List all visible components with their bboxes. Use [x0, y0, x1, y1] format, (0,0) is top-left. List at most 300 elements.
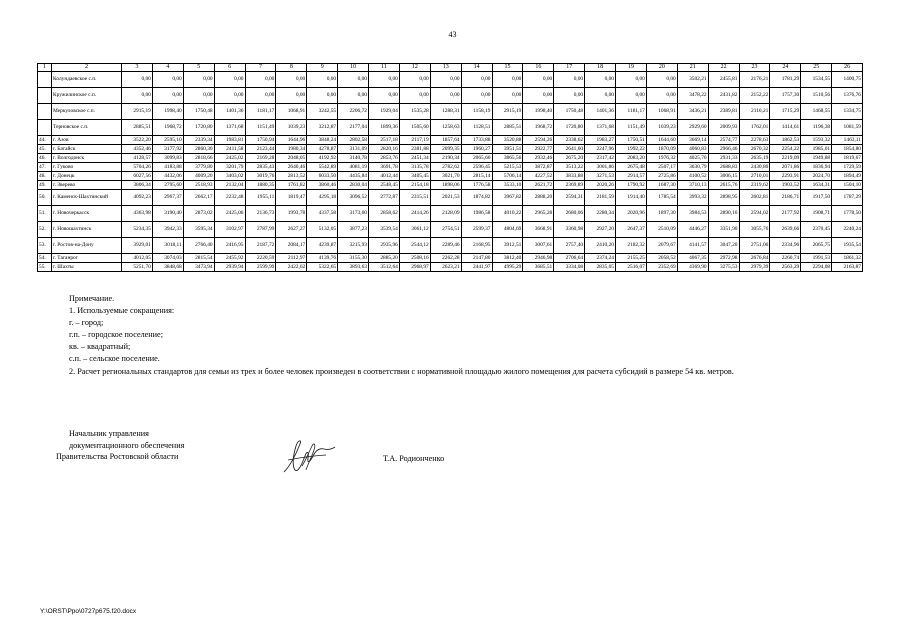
table-cell: 3522,20 [122, 136, 153, 145]
table-cell: 2688,83 [708, 163, 739, 172]
table-cell: 2710,01 [739, 172, 770, 181]
table-cell: 6033,50 [307, 172, 338, 181]
table-cell: 1158,19 [461, 104, 492, 120]
table-cell: 3334,08 [554, 263, 585, 272]
table-cell: 2262,28 [430, 254, 461, 263]
table-cell: 3001,86 [585, 163, 616, 172]
table-cell: 2915,19 [492, 104, 523, 120]
table-cell: 1949,88 [801, 154, 832, 163]
table-cell: 2425,06 [214, 206, 245, 222]
table-cell: 1068,91 [646, 104, 677, 120]
table-cell: 4128,57 [122, 154, 153, 163]
table-cell: 4192,92 [307, 154, 338, 163]
table-cell: 0,00 [369, 88, 400, 104]
table-cell: 0,00 [307, 88, 338, 104]
table-cell: 0,00 [430, 72, 461, 88]
table-cell: 4278,87 [307, 145, 338, 154]
table-cell: 1644,60 [646, 136, 677, 145]
table-cell: 3102,97 [214, 222, 245, 238]
row-number: 45. [38, 145, 52, 154]
table-cell: 2020,26 [585, 181, 616, 190]
table-cell: 3865,56 [492, 154, 523, 163]
table-cell: 4363,98 [122, 206, 153, 222]
table-cell: 3403,02 [214, 172, 245, 181]
table-cell: 2176,21 [739, 72, 770, 88]
table-cell: 1761,82 [276, 181, 307, 190]
position-line: Начальник управления [69, 429, 149, 438]
table-cell: 3135,78 [399, 163, 430, 172]
table-cell: 2835,43 [245, 163, 276, 172]
table-cell: 2441,97 [461, 263, 492, 272]
municipality-name: г. Донецк [52, 172, 122, 181]
column-header: 1 [38, 64, 52, 72]
table-cell: 2830,04 [338, 181, 369, 190]
table-cell: 3018,11 [152, 238, 183, 254]
table-cell: 2818,66 [183, 154, 214, 163]
table-cell: 2430,80 [739, 163, 770, 172]
table-cell: 2621,72 [523, 181, 554, 190]
table-cell: 1968,72 [523, 120, 554, 136]
table-cell: 1181,17 [616, 104, 647, 120]
table-cell: 0,00 [214, 72, 245, 88]
table-cell: 1750,94 [245, 136, 276, 145]
table-cell: 1857,64 [430, 136, 461, 145]
row-number [38, 72, 52, 88]
table-cell: 3533,10 [492, 181, 523, 190]
table-cell: 0,00 [152, 88, 183, 104]
table-cell: 4012,44 [369, 172, 400, 181]
table-cell: 5234,35 [122, 222, 153, 238]
municipality-name: г. Таганрог [52, 254, 122, 263]
table-cell: 3019,76 [245, 172, 276, 181]
table-cell: 3630,79 [677, 163, 708, 172]
table-cell: 0,00 [492, 88, 523, 104]
table-cell: 2206,72 [338, 104, 369, 120]
table-row [38, 154, 863, 163]
table-cell: 2177,04 [338, 120, 369, 136]
table-cell: 2929,60 [677, 120, 708, 136]
table-cell: 2177,92 [770, 206, 801, 222]
table-cell: 2334,96 [770, 238, 801, 254]
table-cell: 1935,54 [832, 238, 863, 254]
table-cell: 2602,81 [739, 190, 770, 206]
table-cell: 2009,93 [708, 120, 739, 136]
table-cell: 2317,42 [585, 154, 616, 163]
table-cell: 1998,40 [152, 104, 183, 120]
table-cell: 2079,67 [646, 238, 677, 254]
row-number: 49. [38, 181, 52, 190]
municipality-name: Кружилинское с.п. [52, 88, 122, 104]
table-cell: 1376,76 [832, 88, 863, 104]
table-cell: 1510,56 [801, 88, 832, 104]
table-cell: 1976,32 [646, 154, 677, 163]
table-cell: 2232,48 [214, 190, 245, 206]
table-cell: 2931,33 [708, 154, 739, 163]
municipality-name: г. Зверево [52, 181, 122, 190]
table-cell: 1862,53 [770, 136, 801, 145]
table-cell: 2260,74 [770, 254, 801, 263]
table-cell: 3215,93 [338, 238, 369, 254]
table-cell: 2117,19 [399, 136, 430, 145]
table-cell: 3099,83 [152, 154, 183, 163]
table-cell: 3275,53 [708, 263, 739, 272]
table-cell: 2240,24 [832, 222, 863, 238]
table-cell: 3478,22 [677, 88, 708, 104]
table-cell: 2932,46 [523, 154, 554, 163]
table-cell: 2680,06 [554, 206, 585, 222]
table-cell: 3201,79 [214, 163, 245, 172]
table-cell: 2451,34 [399, 154, 430, 163]
table-cell: 2083,20 [616, 154, 647, 163]
table-cell: 1898,06 [430, 181, 461, 190]
row-number: 50. [38, 190, 52, 206]
table-cell: 1861,32 [832, 254, 863, 263]
table-cell: 2147,80 [461, 254, 492, 263]
row-number [38, 104, 52, 120]
table-cell: 2517,18 [369, 136, 400, 145]
table-cell: 2247,96 [585, 145, 616, 154]
table-cell: 2647,37 [616, 222, 647, 238]
table-cell: 3055,76 [739, 222, 770, 238]
table-cell: 2128,09 [430, 206, 461, 222]
row-number: 51. [38, 206, 52, 222]
table-cell: 1634,31 [801, 181, 832, 190]
row-number [38, 120, 52, 136]
table-cell: 2024,70 [801, 172, 832, 181]
table-cell: 2411,58 [214, 145, 245, 154]
table-cell: 2020,96 [616, 206, 647, 222]
table-cell: 2898,95 [708, 190, 739, 206]
table-cell: 0,00 [585, 72, 616, 88]
table-cell: 0,00 [616, 88, 647, 104]
table-cell: 3893,63 [338, 263, 369, 272]
table-cell: 2518,93 [183, 181, 214, 190]
table-cell: 1880,35 [245, 181, 276, 190]
table-cell: 2152,22 [739, 88, 770, 104]
table-cell: 3779,80 [183, 163, 214, 172]
table-cell: 3967,82 [492, 190, 523, 206]
table-cell: 1757,30 [770, 88, 801, 104]
table-cell: 2890,16 [708, 206, 739, 222]
table-cell: 5706,14 [492, 172, 523, 181]
column-header: 15 [492, 64, 523, 72]
table-cell: 2782,62 [430, 163, 461, 172]
table-cell: 1998,40 [523, 104, 554, 120]
table-cell: 3177,92 [152, 145, 183, 154]
table-cell: 2596,45 [461, 163, 492, 172]
table-cell: 2754,51 [430, 222, 461, 238]
table-cell: 4369,90 [677, 263, 708, 272]
table-cell: 2860,30 [183, 145, 214, 154]
table-cell: 2136,73 [245, 206, 276, 222]
table-cell: 1914,40 [616, 190, 647, 206]
table-cell: 3806,34 [122, 181, 153, 190]
table-cell: 4995,29 [492, 263, 523, 272]
municipality-name: г. Ростов-на-Дону [52, 238, 122, 254]
table-cell: 2641,60 [554, 145, 585, 154]
table-cell: 2058,52 [646, 254, 677, 263]
table-cell: 4804,69 [492, 222, 523, 238]
table-cell: 2594,26 [523, 136, 554, 145]
table-cell: 2154,18 [399, 181, 430, 190]
table-cell: 0,00 [122, 72, 153, 88]
row-number: 54. [38, 254, 52, 263]
table-cell: 4432,06 [152, 172, 183, 181]
table-cell: 2294,08 [801, 263, 832, 272]
table-cell: 1181,17 [245, 104, 276, 120]
table-cell: 4060,83 [677, 145, 708, 154]
table-cell: 2885,51 [492, 120, 523, 136]
table-cell: 3872,87 [523, 163, 554, 172]
municipality-name: г. Новошахтинск [52, 222, 122, 238]
table-cell: 3021,70 [430, 172, 461, 181]
column-header: 24 [770, 64, 801, 72]
column-header: 14 [461, 64, 492, 72]
table-cell: 3812,40 [492, 254, 523, 263]
table-cell: 3190,40 [152, 206, 183, 222]
table-cell: 2946,98 [523, 254, 554, 263]
table-cell: 3595,34 [183, 222, 214, 238]
table-cell: 2853,76 [369, 154, 400, 163]
position-line: Правительства Ростовской области [56, 452, 179, 461]
table-cell: 3351,90 [708, 222, 739, 238]
table-cell: 1151,49 [616, 120, 647, 136]
table-cell: 2510,09 [646, 222, 677, 238]
table-cell: 3710,13 [677, 181, 708, 190]
table-cell: 2186,71 [770, 190, 801, 206]
table-cell: 2922,77 [523, 145, 554, 154]
abbreviations-title: 1. Используемые сокращения: [69, 306, 175, 316]
table-cell: 3929,01 [122, 238, 153, 254]
table-cell: 1196,38 [801, 120, 832, 136]
municipality-name: Терновское с.п. [52, 120, 122, 136]
position-line: документационного обеспечения [69, 440, 185, 450]
table-cell: 1993,78 [276, 206, 307, 222]
table-cell: 2381,88 [399, 145, 430, 154]
table-cell: 2410,20 [585, 238, 616, 254]
column-header: 16 [523, 64, 554, 72]
table-cell: 2858,62 [369, 206, 400, 222]
table-cell: 1644,96 [276, 136, 307, 145]
table-cell: 4446,27 [677, 222, 708, 238]
table-cell: 1750,48 [183, 104, 214, 120]
table-cell: 0,00 [430, 88, 461, 104]
table-cell: 2544,12 [399, 238, 430, 254]
table-cell: 1781,29 [770, 72, 801, 88]
table-cell: 1151,49 [245, 120, 276, 136]
table-cell: 1992,22 [616, 145, 647, 154]
table-cell: 2965,28 [523, 206, 554, 222]
table-cell: 1463,11 [832, 136, 863, 145]
table-cell: 2915,19 [122, 104, 153, 120]
column-header: 9 [307, 64, 338, 72]
table-cell: 1762,01 [739, 120, 770, 136]
municipality-name: г. Каменск-Шахтинский [52, 190, 122, 206]
table-cell: 2352,69 [646, 263, 677, 272]
table-row [38, 88, 863, 104]
table-cell: 2972,98 [708, 254, 739, 263]
table-cell: 2110,21 [739, 104, 770, 120]
table-row [38, 104, 863, 120]
table-cell: 2374,24 [585, 254, 616, 263]
table-cell: 2315,51 [399, 190, 430, 206]
table-cell: 1836,94 [801, 163, 832, 172]
table-cell: 1504,10 [832, 181, 863, 190]
table-cell: 4100,52 [677, 172, 708, 181]
table-cell: 1894,49 [832, 172, 863, 181]
table-cell: 2425,02 [214, 154, 245, 163]
table-cell: 1986,58 [461, 206, 492, 222]
table-cell: 0,00 [183, 88, 214, 104]
table-cell: 2021,53 [430, 190, 461, 206]
table-cell: 2182,32 [616, 238, 647, 254]
signer-name: Т.А. Родионченко [383, 454, 445, 463]
table-cell: 4067,35 [677, 254, 708, 263]
table-cell: 1715,29 [770, 104, 801, 120]
table-cell: 2670,32 [739, 145, 770, 154]
table-cell: 5322,65 [307, 263, 338, 272]
table-row [38, 222, 863, 238]
table-cell: 2163,87 [832, 263, 863, 272]
row-number: 52. [38, 222, 52, 238]
table-header-row [38, 64, 863, 72]
table-cell: 3993,32 [677, 190, 708, 206]
table-cell: 2416,95 [214, 238, 245, 254]
table-row [38, 238, 863, 254]
table-cell: 4295,18 [307, 190, 338, 206]
table-cell: 1903,52 [770, 181, 801, 190]
row-number: 47. [38, 163, 52, 172]
table-cell: 3860,46 [307, 181, 338, 190]
table-cell: 0,00 [492, 72, 523, 88]
column-header: 12 [399, 64, 430, 72]
table-row [38, 163, 863, 172]
table-cell: 4239,87 [307, 238, 338, 254]
municipality-name: г. Батайск [52, 145, 122, 154]
table-cell: 0,00 [338, 72, 369, 88]
table-cell: 1400,75 [832, 72, 863, 88]
table-cell: 2278,63 [739, 136, 770, 145]
table-cell: 0,00 [616, 72, 647, 88]
table-cell: 3539,54 [369, 222, 400, 238]
table-cell: 2190,34 [430, 154, 461, 163]
table-cell: 3173,60 [338, 206, 369, 222]
table-cell: 3520,88 [492, 136, 523, 145]
column-header: 22 [708, 64, 739, 72]
table-row [38, 72, 863, 88]
table-cell: 3074,03 [152, 254, 183, 263]
table-cell: 2099,35 [430, 145, 461, 154]
municipality-name: г. Волгодонск [52, 154, 122, 163]
table-cell: 2873,02 [183, 206, 214, 222]
table-cell: 2675,48 [616, 163, 647, 172]
column-header: 13 [430, 64, 461, 72]
table-cell: 2815,54 [183, 254, 214, 263]
table-cell: 1687,30 [646, 181, 677, 190]
table-cell: 2084,17 [276, 238, 307, 254]
table-cell: 1401,36 [214, 104, 245, 120]
table-cell: 0,00 [523, 72, 554, 88]
table-cell: 3436,21 [677, 104, 708, 120]
table-cell: 2795,60 [152, 181, 183, 190]
table-cell: 2389,81 [708, 104, 739, 120]
column-header: 5 [183, 64, 214, 72]
table-cell: 1785,54 [646, 190, 677, 206]
table-cell: 2431,82 [708, 88, 739, 104]
table-cell: 1371,68 [214, 120, 245, 136]
table-cell: 2563,29 [770, 263, 801, 272]
table-cell: 1980,34 [276, 145, 307, 154]
table-cell: 0,00 [245, 72, 276, 88]
table-cell: 3061,12 [399, 222, 430, 238]
table-cell: 2455,81 [708, 72, 739, 88]
table-cell: 2574,77 [708, 136, 739, 145]
table-cell: 3877,23 [338, 222, 369, 238]
table-cell: 3047,20 [708, 238, 739, 254]
table-cell: 3669,14 [677, 136, 708, 145]
table-cell: 2168,95 [461, 238, 492, 254]
table-cell: 0,00 [214, 88, 245, 104]
table-cell: 2615,76 [708, 181, 739, 190]
table-cell: 1720,80 [183, 120, 214, 136]
abbreviation-line: г. – город; [69, 318, 104, 328]
table-cell: 5132,05 [307, 222, 338, 238]
table-cell: 1733,88 [461, 136, 492, 145]
table-cell: 2181,59 [585, 190, 616, 206]
table-cell: 3512,64 [369, 263, 400, 272]
column-header: 8 [276, 64, 307, 72]
abbreviation-line: кв. – квадратный; [69, 342, 131, 352]
municipality-name: Колундаевское с.п. [52, 72, 122, 88]
housing-standards-table [37, 63, 863, 272]
column-header: 26 [832, 64, 863, 72]
table-cell: 4337,58 [307, 206, 338, 222]
table-cell: 1750,51 [616, 136, 647, 145]
table-cell: 2065,60 [461, 154, 492, 163]
table-cell: 1908,71 [801, 206, 832, 222]
table-cell: 2662,17 [183, 190, 214, 206]
table-cell: 3405,45 [399, 172, 430, 181]
table-cell: 2422,62 [276, 263, 307, 272]
table-cell: 0,00 [276, 88, 307, 104]
table-cell: 5251,70 [122, 263, 153, 272]
table-cell: 0,00 [183, 72, 214, 88]
table-cell: 2885,20 [369, 254, 400, 263]
table-row [38, 172, 863, 181]
abbreviation-line: с.п. – сельское поселение. [69, 354, 160, 364]
table-cell: 4183,88 [152, 163, 183, 172]
table-cell: 2280,34 [585, 206, 616, 222]
table-cell: 4012,05 [122, 254, 153, 263]
table-cell: 2048,05 [276, 154, 307, 163]
table-cell: 3502,21 [677, 72, 708, 88]
table-cell: 2967,37 [152, 190, 183, 206]
table-cell: 2319,62 [739, 181, 770, 190]
notes-section [54, 293, 866, 378]
table-row [38, 206, 863, 222]
table-cell: 2338,62 [554, 136, 585, 145]
table-cell: 1729,59 [832, 163, 863, 172]
table-cell: 2676,84 [739, 254, 770, 263]
abbreviation-line: г.п. – городское поселение; [69, 330, 163, 340]
table-cell: 2635,19 [739, 154, 770, 163]
table-cell: 2123,44 [245, 145, 276, 154]
table-cell: 0,00 [245, 88, 276, 104]
table-cell: 0,00 [276, 72, 307, 88]
column-header: 11 [369, 64, 400, 72]
table-cell: 1955,11 [245, 190, 276, 206]
table-cell: 1897,30 [646, 206, 677, 222]
